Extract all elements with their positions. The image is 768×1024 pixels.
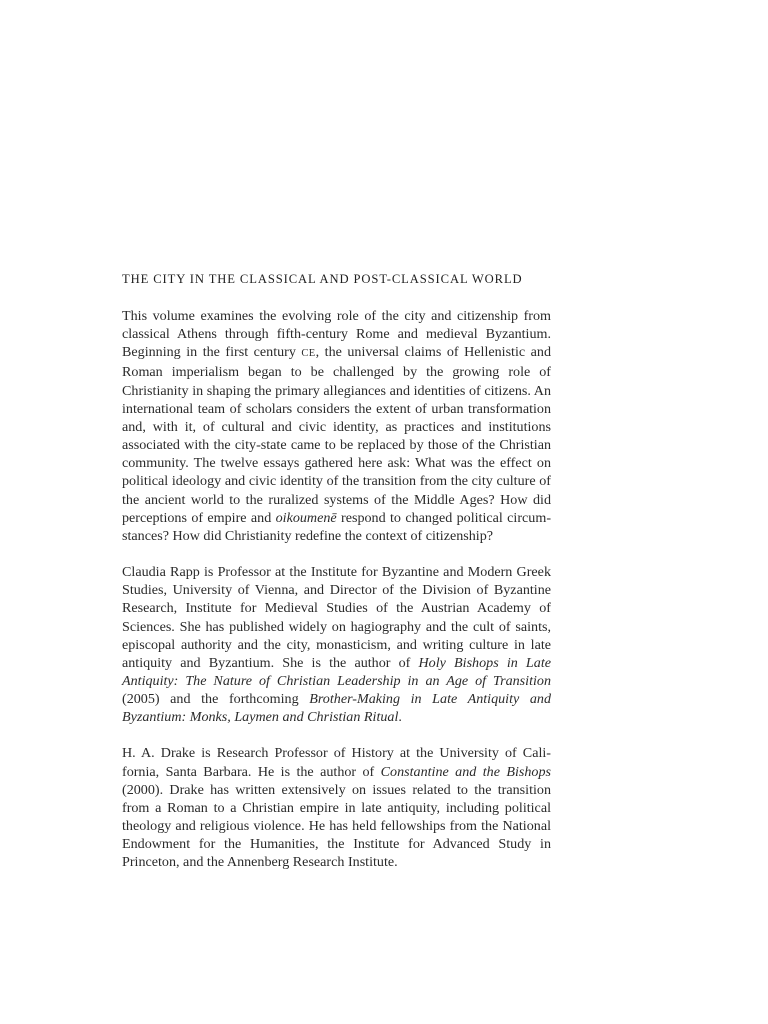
rapp-book-title-1: Holy Bishops in Late Antiquity: The Nature of Christian Leadership in an Age of Transition bbox=[122, 654, 551, 689]
author-bio-drake bbox=[122, 744, 551, 871]
book-page-content bbox=[122, 270, 551, 890]
description-text-1: This volume examines the evolving role of the city and citizenship from classical Athens through fifth-century Rome and medieval Byzantium. Beginning in the first century bbox=[122, 308, 551, 361]
rapp-bio-text-3: . bbox=[398, 709, 402, 726]
description-text-2: , the universal claims of Hellenistic and Roman imperialism began to be challenged by the growing role of Christianity in shaping the primary allegiances and identities of citizens. An international team of scholars considers the extent of urban transformation and, with it, of cultural and civic identity, as practices and institutions associated with the city-state came to be replaced by those of the Christian community. The twelve essays gathered here ask: What was the effect on political ideology and civic identity of the transition from the city culture of the ancient world to the ruralized systems of the Middle Ages? How did perceptions of empire and bbox=[122, 344, 551, 526]
rapp-bio-text-1: Claudia Rapp is Professor at the Institute for Byzantine and Modern Greek Studies, University of Vienna, and Director of the Division of Byzantine Research, Institute for Medieval Studies of the Austrian Academy of Sciences. She has published widely on hagiography and the cult of saints, episcopal authority and the city, monasticism, and writing culture in late antiquity and Byzantium. She is the author of bbox=[122, 564, 551, 671]
drake-bio-text-2: (2000). Drake has written extensively on issues related to the transition from a Roman to a Christian empire in late antiquity, including political theology and religious violence. He has held fellowships from the National Endowment for the Humanities, the Institute for Advanced Study in Princeton, and the Annenberg Research Institute. bbox=[122, 781, 551, 871]
era-abbreviation: CE bbox=[301, 348, 316, 360]
author-bio-rapp bbox=[122, 563, 551, 726]
rapp-bio-text-2: (2005) and the forthcoming bbox=[122, 691, 310, 708]
drake-bio-text-1: H. A. Drake is Research Professor of History at the University of California, Santa Barbara. He is the author of bbox=[122, 745, 551, 780]
book-title: THE CITY IN THE CLASSICAL AND POST-CLASSICAL WORLD bbox=[122, 272, 523, 286]
book-description bbox=[122, 307, 551, 545]
drake-book-title: Constantine and the Bishops bbox=[380, 763, 551, 780]
rapp-book-title-2: Brother-Making in Late Antiquity and Byzantium: Monks, Laymen and Christian Ritual bbox=[122, 691, 552, 726]
oikoumene-term: oikoumenē bbox=[275, 509, 337, 526]
description-text-3: respond to changed political circumstances? How did Christianity redefine the context of citizenship? bbox=[122, 509, 552, 544]
